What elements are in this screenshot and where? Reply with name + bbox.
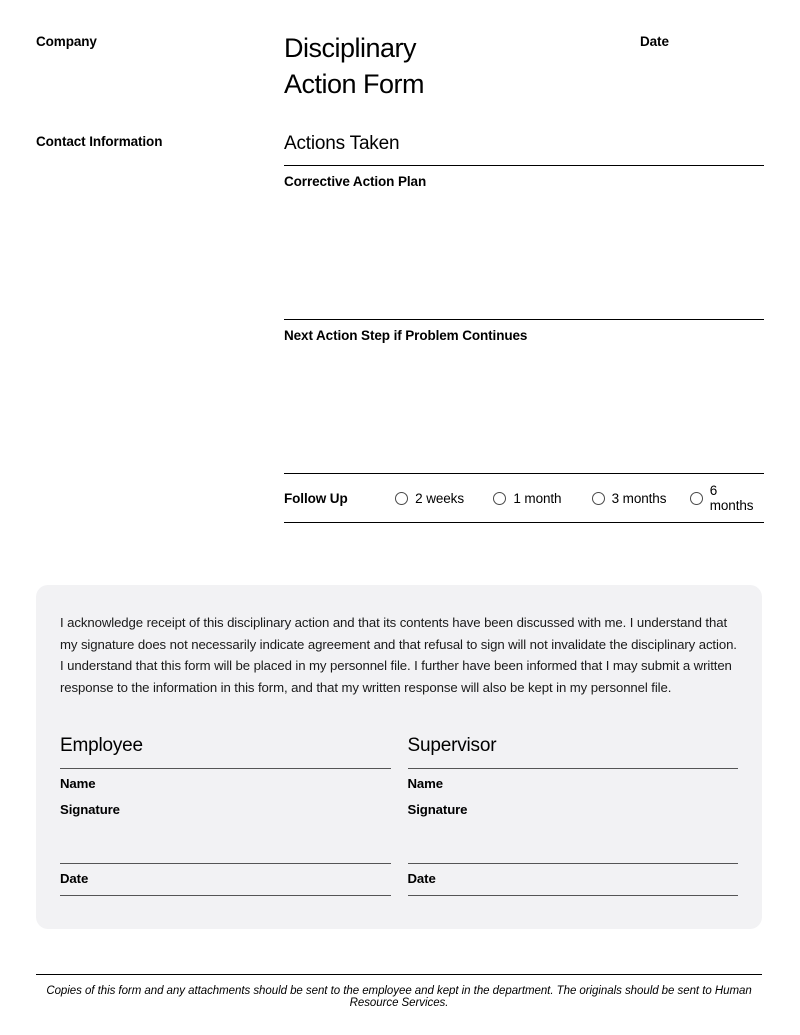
date-label: Date [640, 34, 669, 49]
actions-taken-heading: Actions Taken [284, 133, 400, 154]
corrective-action-plan-label: Corrective Action Plan [284, 174, 427, 189]
acknowledgement-panel [36, 585, 762, 929]
employee-signature-input[interactable] [60, 817, 391, 864]
follow-up-option-2-weeks[interactable] [395, 491, 493, 506]
follow-up-option-3-months[interactable] [592, 491, 690, 506]
acknowledgement-text: I acknowledge receipt of this disciplinary action and that its contents have been discussed with me. I understand that my signature does not necessarily indicate agreement and that refusal to sign will not invalidate the disciplinary action. I understand that this form will be placed in my personnel file. I further have been informed that I may submit a written response to the information in this form, and that my written response will also be kept in my personnel file. [60, 615, 737, 695]
follow-up-label: Follow Up [284, 490, 348, 506]
next-action-step-label: Next Action Step if Problem Continues [284, 328, 528, 343]
radio-circle-icon[interactable] [493, 492, 506, 505]
follow-up-row [284, 474, 764, 522]
page-title-line-1: Disciplinary [284, 33, 417, 63]
follow-up-option-1-month[interactable] [493, 491, 591, 506]
footer-note: Copies of this form and any attachments should be sent to the employee and kept in the department. The originals should be sent to Human Resource Services. [46, 985, 752, 1009]
supervisor-signature-block [408, 735, 739, 896]
corrective-action-plan-input[interactable] [284, 189, 764, 319]
employee-date-label: Date [60, 870, 89, 886]
supervisor-date-label: Date [407, 870, 436, 886]
page-title-line-2: Action Form [284, 68, 425, 99]
contact-information-label: Contact Information [36, 134, 163, 149]
supervisor-heading: Supervisor [408, 735, 739, 769]
follow-up-option-6-months[interactable] [690, 483, 764, 513]
employee-signature-label: Signature [60, 801, 120, 817]
employee-name-label: Name [60, 775, 96, 791]
page-title [284, 31, 424, 102]
employee-heading: Employee [60, 735, 391, 769]
next-action-step-input[interactable] [284, 343, 764, 473]
follow-up-option-label: 2 weeks [415, 490, 464, 506]
supervisor-signature-input[interactable] [408, 817, 739, 864]
actions-taken-section [284, 133, 764, 523]
radio-circle-icon[interactable] [592, 492, 605, 505]
supervisor-date-input[interactable] [408, 886, 739, 896]
follow-up-option-label: 6 months [709, 483, 754, 513]
employee-date-input[interactable] [60, 886, 391, 896]
follow-up-option-label: 3 months [611, 490, 667, 506]
employee-signature-block [60, 735, 391, 896]
signature-columns [60, 735, 738, 896]
radio-circle-icon[interactable] [690, 492, 703, 505]
follow-up-option-label: 1 month [513, 490, 562, 506]
supervisor-name-label: Name [407, 775, 444, 791]
company-label: Company [36, 34, 97, 49]
radio-circle-icon[interactable] [395, 492, 408, 505]
supervisor-signature-label: Signature [407, 801, 468, 817]
divider [284, 522, 764, 523]
footer-divider [36, 974, 762, 975]
